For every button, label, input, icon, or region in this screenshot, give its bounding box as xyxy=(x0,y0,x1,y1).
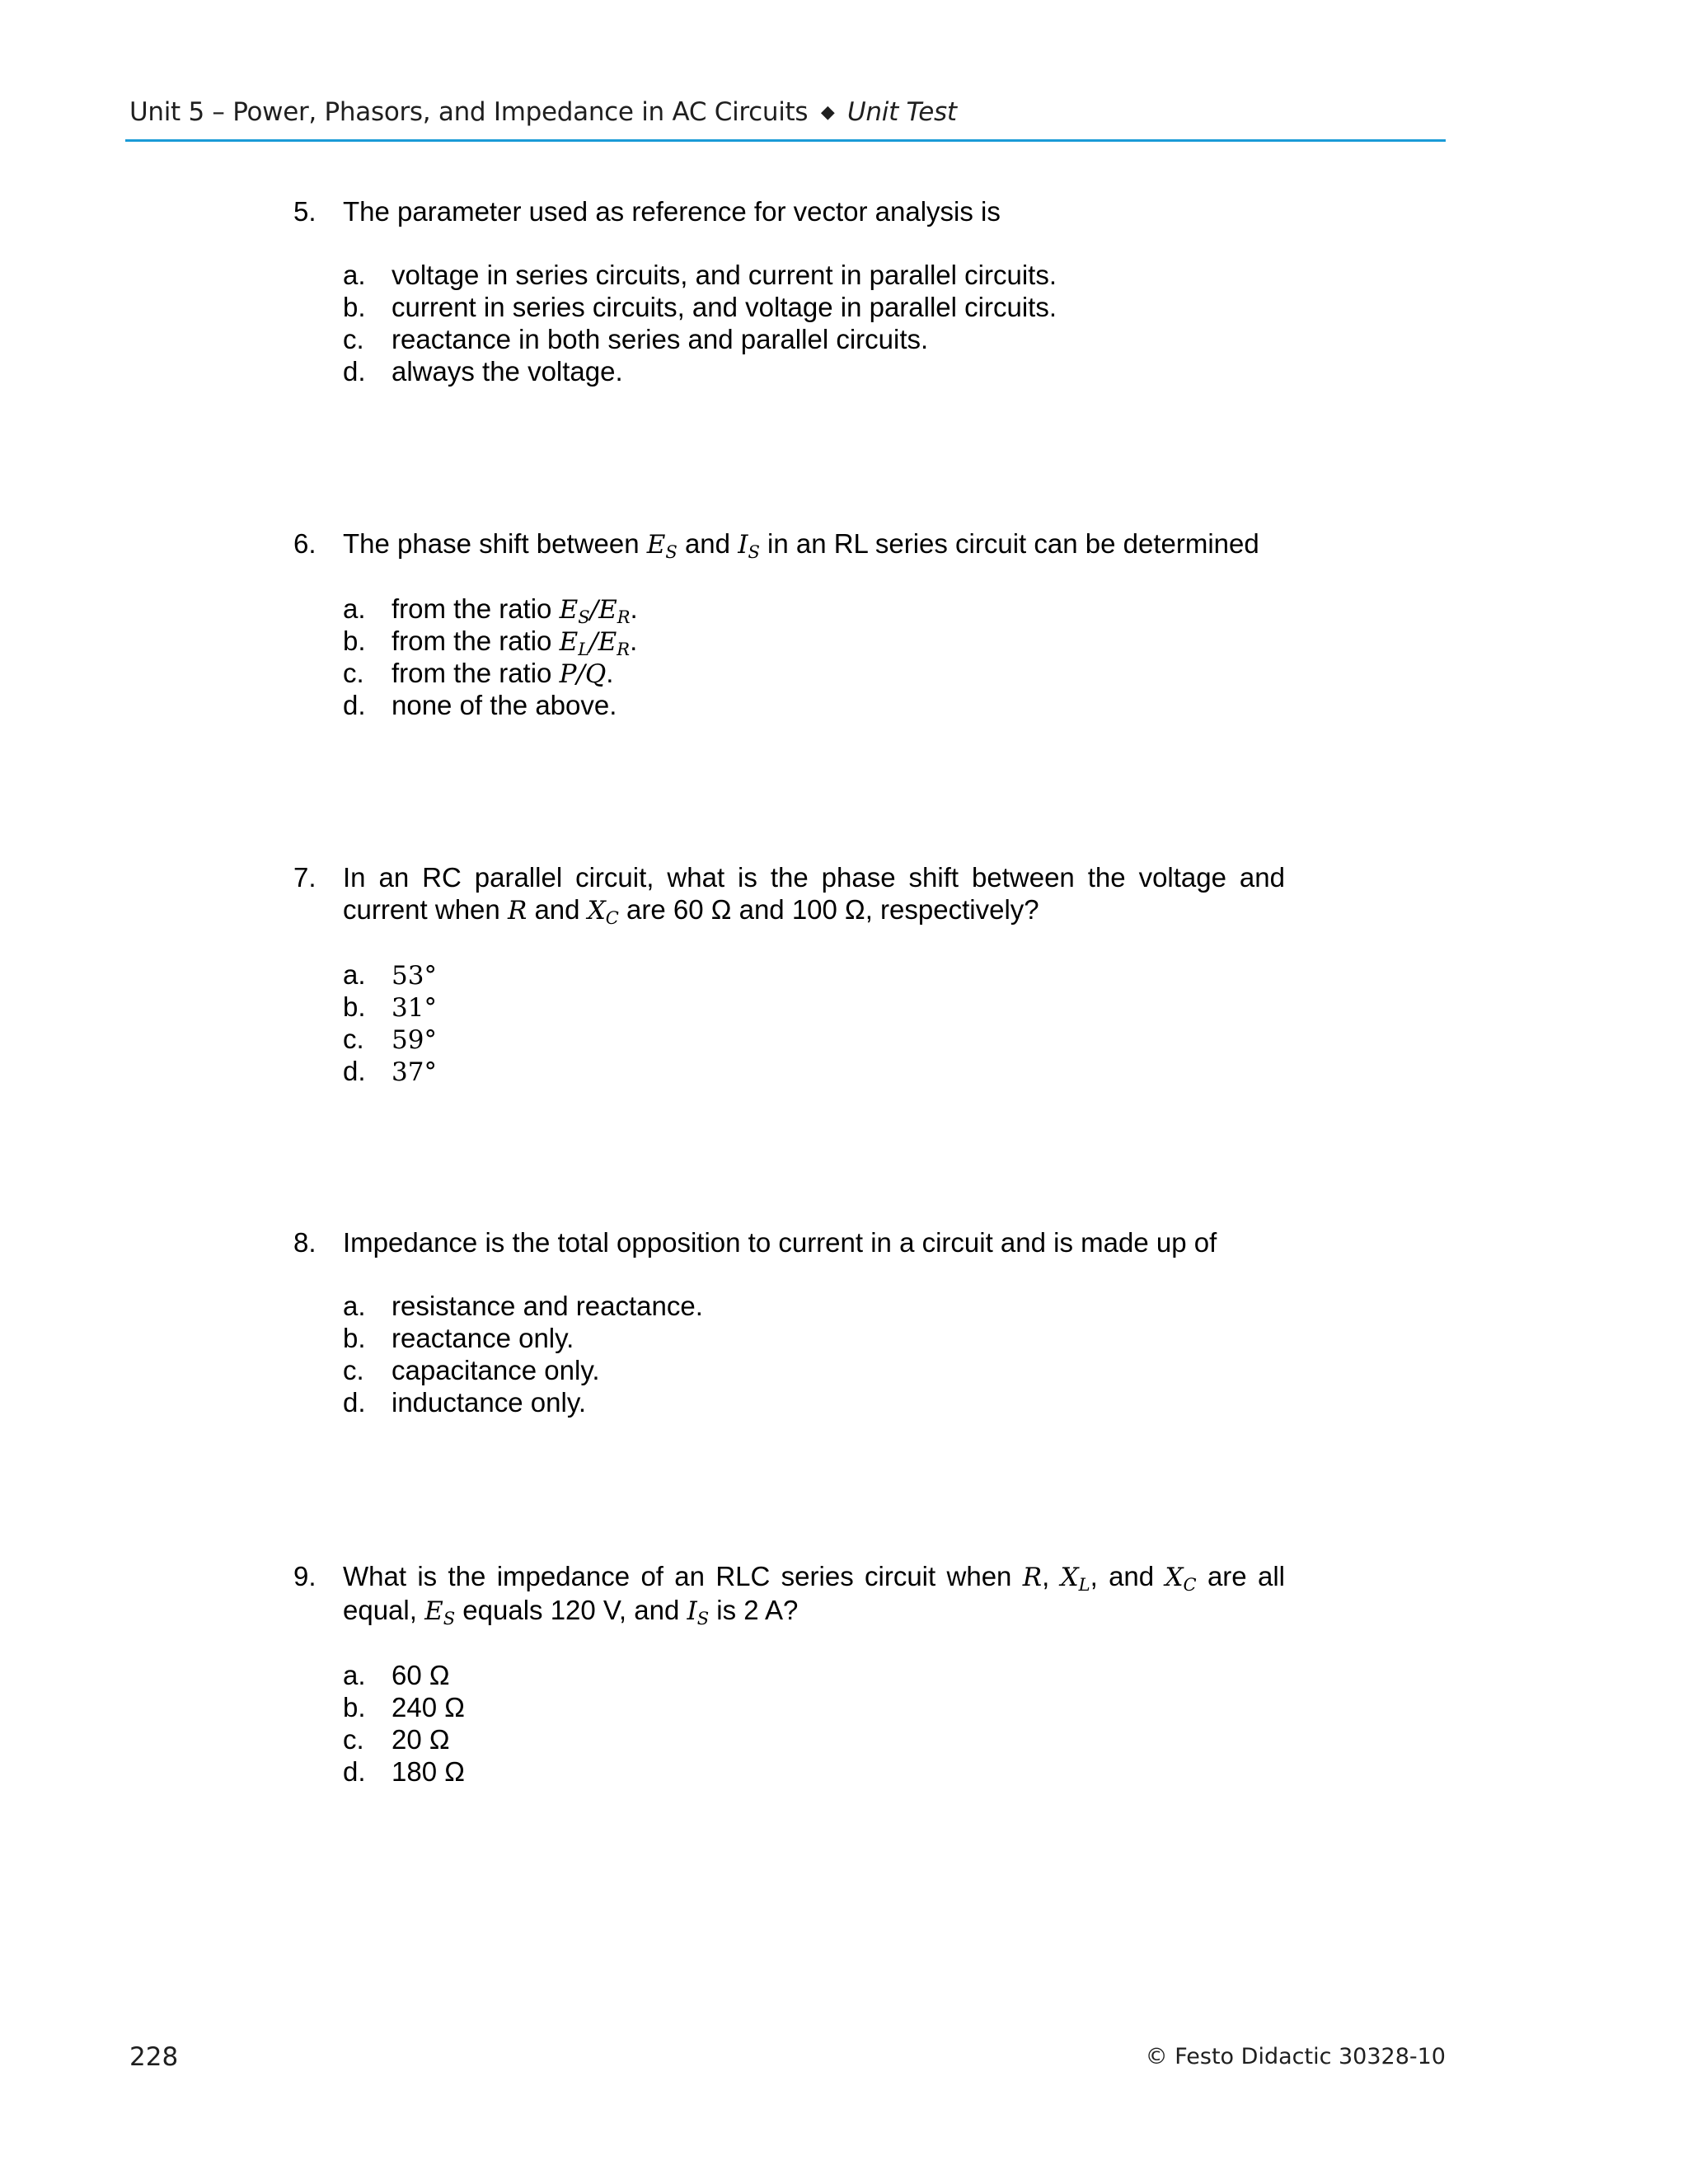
option-value: 37° xyxy=(392,1057,437,1087)
math-source-voltage: $E_S$ xyxy=(424,1596,456,1629)
math-resistance: R xyxy=(507,896,528,926)
option-letter: d. xyxy=(343,1056,366,1086)
option-letter: c. xyxy=(343,324,364,354)
option-text: from the ratio P/Q. xyxy=(392,658,614,689)
header-title: Unit 5 – Power, Phasors, and Impedance in AC Circuits xyxy=(129,97,809,127)
math-source-voltage: $E_S$ xyxy=(646,530,678,562)
question-9 xyxy=(293,1560,1285,1788)
question-number: 8. xyxy=(293,1227,316,1258)
option-text: reactance only. xyxy=(392,1323,574,1353)
option-text: 60 Ω xyxy=(392,1660,450,1690)
option-letter: d. xyxy=(343,356,366,387)
option-letter: c. xyxy=(343,1355,364,1385)
question-text: The parameter used as reference for vector analysis is xyxy=(343,196,1001,227)
math-resistance: R xyxy=(1022,1563,1043,1592)
option-text: 240 Ω xyxy=(392,1692,465,1722)
option-value: 59° xyxy=(392,1025,437,1055)
header-rule xyxy=(125,139,1446,142)
question-stem xyxy=(293,861,1285,927)
text-segment: in an RL series circuit can be determined xyxy=(759,528,1259,559)
question-6 xyxy=(293,527,1285,721)
text-segment: equals 120 V, and xyxy=(455,1595,687,1625)
option-letter: c. xyxy=(343,658,364,688)
option-letter: b. xyxy=(343,1692,366,1722)
text-segment: The phase shift between xyxy=(343,528,647,559)
answer-options xyxy=(293,1290,1285,1418)
option-letter: b. xyxy=(343,991,366,1022)
option-letter: a. xyxy=(343,260,366,290)
option-text: current in series circuits, and voltage in parallel circuits. xyxy=(392,292,1057,322)
question-number: 6. xyxy=(293,528,316,559)
option-letter: a. xyxy=(343,593,366,624)
question-stem xyxy=(293,195,1285,227)
answer-option-b[interactable] xyxy=(343,991,1285,1023)
option-text: voltage in series circuits, and current in parallel circuits. xyxy=(392,260,1057,290)
question-number: 7. xyxy=(293,862,316,893)
option-text: capacitance only. xyxy=(392,1355,600,1385)
answer-option-d[interactable] xyxy=(343,1055,1285,1087)
option-text: reactance in both series and parallel circuits. xyxy=(392,324,929,354)
answer-option-a[interactable] xyxy=(343,593,1285,625)
page-number: 228 xyxy=(129,2042,179,2072)
math-capacitive-reactance: $X_C$ xyxy=(587,896,619,928)
question-number: 5. xyxy=(293,196,316,227)
question-stem xyxy=(293,527,1285,561)
answer-option-b[interactable] xyxy=(343,1691,1285,1723)
option-letter: b. xyxy=(343,626,366,656)
math-inductive-reactance: $X_L$ xyxy=(1060,1563,1090,1595)
text-segment: are 60 Ω and 100 Ω, respectively? xyxy=(618,894,1039,925)
text-segment: and xyxy=(677,528,738,559)
answer-option-d[interactable] xyxy=(343,355,1285,387)
text-segment: are all equal, xyxy=(343,1561,1285,1625)
answer-option-a[interactable] xyxy=(343,259,1285,291)
option-value: 53° xyxy=(392,961,437,991)
question-text xyxy=(343,1560,1285,1628)
question-number: 9. xyxy=(293,1561,316,1591)
option-letter: b. xyxy=(343,292,366,322)
answer-option-c[interactable] xyxy=(343,323,1285,355)
answer-options xyxy=(293,593,1285,721)
question-7 xyxy=(293,861,1285,1087)
answer-option-d[interactable] xyxy=(343,1386,1285,1418)
math-source-current: $I_S$ xyxy=(738,530,760,562)
text-segment: , and xyxy=(1090,1561,1165,1591)
option-text: from the ratio $E_S/E_R$. xyxy=(392,593,638,627)
answer-option-c[interactable] xyxy=(343,1723,1285,1755)
option-letter: c. xyxy=(343,1024,364,1054)
option-letter: a. xyxy=(343,1291,366,1321)
answer-option-a[interactable] xyxy=(343,1659,1285,1691)
answer-option-a[interactable] xyxy=(343,958,1285,991)
option-letter: a. xyxy=(343,959,366,990)
text-segment: In an RC parallel circuit, what is the phase shift between the voltage and current when xyxy=(343,862,1285,925)
answer-option-b[interactable] xyxy=(343,291,1285,323)
answer-option-c[interactable] xyxy=(343,1023,1285,1055)
option-text: from the ratio $E_L/E_R$. xyxy=(392,626,638,659)
option-text: inductance only. xyxy=(392,1387,587,1418)
option-letter: d. xyxy=(343,1387,366,1418)
option-text: 20 Ω xyxy=(392,1724,450,1755)
option-text: 180 Ω xyxy=(392,1756,465,1787)
text-segment: , xyxy=(1042,1561,1061,1591)
answer-option-c[interactable] xyxy=(343,1354,1285,1386)
option-text: resistance and reactance. xyxy=(392,1291,703,1321)
option-letter: d. xyxy=(343,1756,366,1787)
option-letter: d. xyxy=(343,690,366,720)
question-8 xyxy=(293,1226,1285,1418)
diamond-separator-icon: ◆ xyxy=(820,102,835,123)
option-letter: c. xyxy=(343,1724,364,1755)
question-stem xyxy=(293,1560,1285,1628)
text-segment: is 2 A? xyxy=(709,1595,799,1625)
option-letter: a. xyxy=(343,1660,366,1690)
text-segment: and xyxy=(527,894,588,925)
answer-option-a[interactable] xyxy=(343,1290,1285,1322)
answer-options xyxy=(293,958,1285,1087)
question-text xyxy=(343,861,1285,927)
question-text: Impedance is the total opposition to current in a circuit and is made up of xyxy=(343,1227,1217,1258)
answer-option-b[interactable] xyxy=(343,1322,1285,1354)
answer-option-d[interactable] xyxy=(343,1755,1285,1788)
math-source-current: $I_S$ xyxy=(687,1596,710,1629)
option-text: always the voltage. xyxy=(392,356,623,387)
option-value: 31° xyxy=(392,993,437,1023)
question-5 xyxy=(293,195,1285,387)
answer-option-d[interactable] xyxy=(343,689,1285,721)
math-capacitive-reactance: $X_C$ xyxy=(1165,1563,1197,1595)
running-header xyxy=(129,97,957,127)
text-segment: What is the impedance of an RLC series circuit when xyxy=(343,1561,1023,1591)
question-text xyxy=(343,527,1285,561)
answer-option-c[interactable] xyxy=(343,657,1285,689)
header-subtitle: Unit Test xyxy=(847,97,957,127)
option-text: none of the above. xyxy=(392,690,617,720)
question-stem xyxy=(293,1226,1285,1258)
answer-option-b[interactable] xyxy=(343,625,1285,657)
copyright-notice: © Festo Didactic 30328-10 xyxy=(1145,2044,1446,2069)
answer-options xyxy=(293,259,1285,387)
option-letter: b. xyxy=(343,1323,366,1353)
answer-options xyxy=(293,1659,1285,1788)
